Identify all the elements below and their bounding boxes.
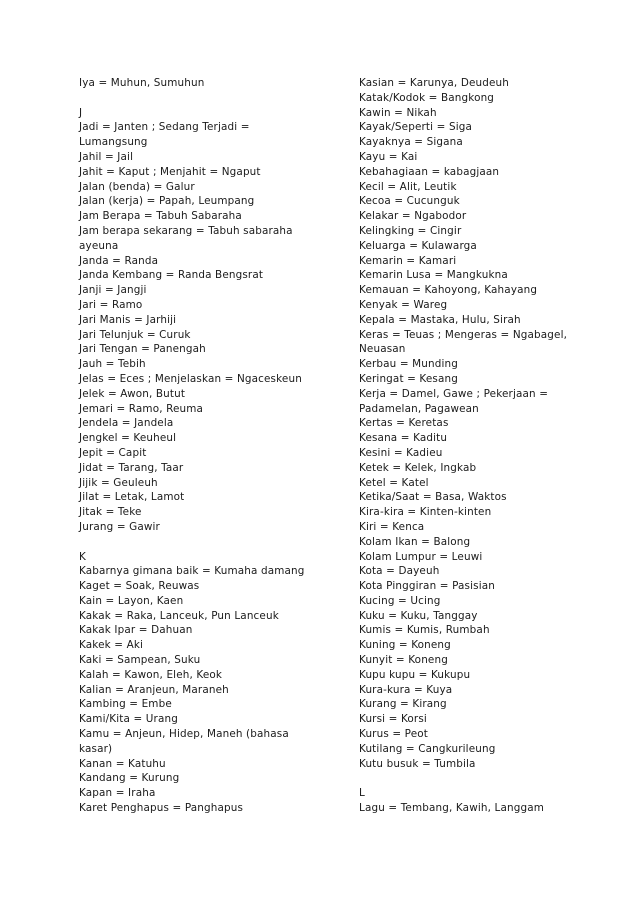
dictionary-entry: Kira-kira = Kinten-kinten <box>359 506 492 519</box>
dictionary-entry: Kemauan = Kahoyong, Kahayang <box>359 284 538 297</box>
dictionary-entry: Kuku = Kuku, Tanggay <box>359 609 478 622</box>
dictionary-entry: Kawin = Nikah <box>359 106 437 119</box>
dictionary-entry: Jahit = Kaput ; Menjahit = Ngaput <box>79 165 261 178</box>
dictionary-entry: Kepala = Mastaka, Hulu, Sirah <box>359 313 521 326</box>
right-column <box>359 76 589 816</box>
dictionary-entry: Jengkel = Keuheul <box>79 432 177 445</box>
section-letter: L <box>359 787 365 800</box>
dictionary-entry: Kelingking = Cingir <box>359 224 462 237</box>
dictionary-entry: Karet Penghapus = Panghapus <box>79 802 244 815</box>
dictionary-entry: Keras = Teuas ; Mengeras = Ngabagel, <box>359 328 568 341</box>
dictionary-entry: Kalah = Kawon, Eleh, Keok <box>79 668 223 681</box>
dictionary-entry: Katak/Kodok = Bangkong <box>359 91 495 104</box>
dictionary-entry: Kemarin Lusa = Mangkukna <box>359 269 508 282</box>
dictionary-entry: Kakak = Raka, Lanceuk, Pun Lanceuk <box>79 609 279 622</box>
dictionary-entry: Kenyak = Wareg <box>359 298 448 311</box>
dictionary-entry: Jijik = Geuleuh <box>79 476 158 489</box>
dictionary-entry: Kucing = Ucing <box>359 594 441 607</box>
dictionary-entry: Jilat = Letak, Lamot <box>79 491 185 504</box>
dictionary-entry: Kemarin = Kamari <box>359 254 457 267</box>
dictionary-entry: Kolam Ikan = Balong <box>359 535 471 548</box>
section-letter: K <box>79 550 86 563</box>
dictionary-entry: Kumis = Kumis, Rumbah <box>359 624 490 637</box>
dictionary-entry: Kaget = Soak, Reuwas <box>79 580 200 593</box>
dictionary-entry: Jauh = Tebih <box>79 358 146 371</box>
dictionary-entry: Kebahagiaan = kabagjaan <box>359 165 500 178</box>
dictionary-entry: Jelek = Awon, Butut <box>79 387 186 400</box>
dictionary-entry: Kuning = Koneng <box>359 639 451 652</box>
dictionary-entry: Jam Berapa = Tabuh Sabaraha <box>79 210 242 223</box>
dictionary-entry: Kurang = Kirang <box>359 698 447 711</box>
dictionary-entry: Kayu = Kai <box>359 150 418 163</box>
blank-line <box>79 91 329 106</box>
dictionary-entry: Jepit = Capit <box>79 446 147 459</box>
dictionary-entry: Kandang = Kurung <box>79 772 180 785</box>
dictionary-entry: Janda Kembang = Randa Bengsrat <box>79 269 264 282</box>
dictionary-entry: Jalan (kerja) = Papah, Leumpang <box>79 195 255 208</box>
dictionary-entry: Kota Pinggiran = Pasisian <box>359 580 495 593</box>
dictionary-entry: Kaki = Sampean, Suku <box>79 654 201 667</box>
dictionary-entry: Kanan = Katuhu <box>79 757 166 770</box>
dictionary-entry: Lumangsung <box>79 136 148 149</box>
dictionary-entry: Jitak = Teke <box>79 506 142 519</box>
dictionary-entry: Kiri = Kenca <box>359 520 425 533</box>
dictionary-entry: Padamelan, Pagawean <box>359 402 479 415</box>
dictionary-entry: Kayaknya = Sigana <box>359 136 463 149</box>
dictionary-entry: Kecil = Alit, Leutik <box>359 180 457 193</box>
dictionary-entry: Kakek = Aki <box>79 639 144 652</box>
dictionary-entry: Kelakar = Ngabodor <box>359 210 467 223</box>
dictionary-entry: Kesana = Kaditu <box>359 432 448 445</box>
dictionary-entry: Jelas = Eces ; Menjelaskan = Ngaceskeun <box>79 372 302 385</box>
blank-line <box>79 535 329 550</box>
dictionary-entry: Janji = Jangji <box>79 284 147 297</box>
dictionary-entry: Kertas = Keretas <box>359 417 449 430</box>
left-column <box>79 76 329 816</box>
dictionary-entry: Kerja = Damel, Gawe ; Pekerjaan = <box>359 387 549 400</box>
dictionary-entry: Jam berapa sekarang = Tabuh sabaraha <box>79 224 293 237</box>
dictionary-entry: Jadi = Janten ; Sedang Terjadi = <box>79 121 250 134</box>
dictionary-entry: Kayak/Seperti = Siga <box>359 121 472 134</box>
dictionary-entry: Kakak Ipar = Dahuan <box>79 624 193 637</box>
dictionary-entry: Kunyit = Koneng <box>359 654 448 667</box>
dictionary-entry: Keluarga = Kulawarga <box>359 239 477 252</box>
blank-line <box>359 771 589 786</box>
dictionary-entry: Ketika/Saat = Basa, Waktos <box>359 491 507 504</box>
dictionary-entry: Kutu busuk = Tumbila <box>359 757 476 770</box>
dictionary-entry: Kain = Layon, Kaen <box>79 594 184 607</box>
dictionary-entry: Jemari = Ramo, Reuma <box>79 402 204 415</box>
section-letter: J <box>79 106 83 119</box>
dictionary-entry: Kecoa = Cucunguk <box>359 195 460 208</box>
dictionary-entry: Kabarnya gimana baik = Kumaha damang <box>79 565 305 578</box>
dictionary-entry: Kerbau = Munding <box>359 358 459 371</box>
dictionary-entry: ayeuna <box>79 239 119 252</box>
dictionary-entry: Jahil = Jail <box>79 150 134 163</box>
dictionary-entry: Kamu = Anjeun, Hidep, Maneh (bahasa <box>79 728 289 741</box>
dictionary-entry: Kami/Kita = Urang <box>79 713 178 726</box>
dictionary-entry: Neuasan <box>359 343 406 356</box>
dictionary-entry: Kesini = Kadieu <box>359 446 443 459</box>
dictionary-entry: Jalan (benda) = Galur <box>79 180 195 193</box>
dictionary-entry: Ketel = Katel <box>359 476 429 489</box>
dictionary-entry: Kursi = Korsi <box>359 713 427 726</box>
dictionary-entry: Lagu = Tembang, Kawih, Langgam <box>359 802 544 815</box>
dictionary-entry: Kura-kura = Kuya <box>359 683 453 696</box>
dictionary-entry: Ketek = Kelek, Ingkab <box>359 461 477 474</box>
dictionary-entry: Jari Manis = Jarhiji <box>79 313 177 326</box>
dictionary-entry: Jari = Ramo <box>79 298 143 311</box>
dictionary-entry: Kapan = Iraha <box>79 787 156 800</box>
dictionary-entry: Kasian = Karunya, Deudeuh <box>359 77 510 89</box>
dictionary-entry: Kota = Dayeuh <box>359 565 440 578</box>
dictionary-entry: Kutilang = Cangkurileung <box>359 742 496 755</box>
dictionary-entry: Kalian = Aranjeun, Maraneh <box>79 683 229 696</box>
dictionary-entry: Jurang = Gawir <box>79 520 160 533</box>
dictionary-entry: Jari Tengan = Panengah <box>79 343 206 356</box>
dictionary-entry: Kambing = Embe <box>79 698 172 711</box>
dictionary-entry: Kolam Lumpur = Leuwi <box>359 550 483 563</box>
dictionary-entry: Jendela = Jandela <box>79 417 174 430</box>
dictionary-entry: Kurus = Peot <box>359 728 428 741</box>
dictionary-entry: Jari Telunjuk = Curuk <box>79 328 191 341</box>
dictionary-entry: Keringat = Kesang <box>359 372 458 385</box>
dictionary-entry: Jidat = Tarang, Taar <box>79 461 184 474</box>
dictionary-entry: Iya = Muhun, Sumuhun <box>79 77 205 89</box>
dictionary-entry: kasar) <box>79 742 113 755</box>
dictionary-entry: Janda = Randa <box>79 254 159 267</box>
dictionary-entry: Kupu kupu = Kukupu <box>359 668 471 681</box>
